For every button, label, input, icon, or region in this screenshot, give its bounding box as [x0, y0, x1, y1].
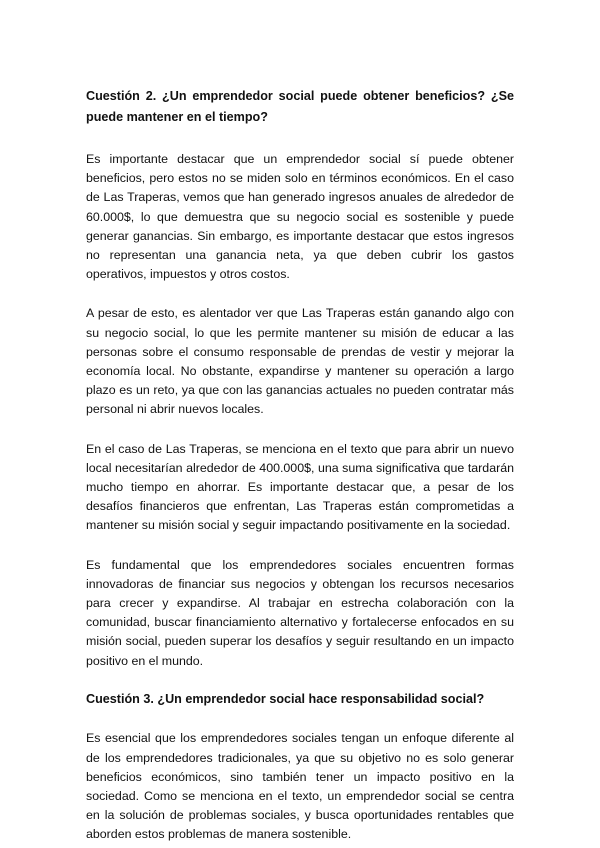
question-3-heading: Cuestión 3. ¿Un emprendedor social hace responsabilidad social?	[86, 691, 485, 706]
question-2-paragraph-1: Es importante destacar que un emprendedor social sí puede obtener beneficios, pero estos no se miden solo en términos económicos. En el caso de Las Traperas, vemos que han generado ingresos anuales de alrededor de 60.000$, lo que demuestra que su negocio social es sostenible y puede generar ganancias. Sin embargo, es importante destacar que estos ingresos no representan una ganancia neta, ya que deben cubrir los gastos operativos, impuestos y otros costos.	[86, 152, 514, 282]
question-2-paragraph-2: A pesar de esto, es alentador ver que Las Traperas están ganando algo con su negocio social, lo que les permite mantener su misión de educar a las personas sobre el consumo responsable de prendas de vestir y mejorar la economía local. No obstante, expandirse y mantener su operación a largo plazo es un reto, ya que con las ganancias actuales no pueden contratar más personal ni abrir nuevos locales.	[86, 306, 514, 417]
question-2-heading: Cuestión 2. ¿Un emprendedor social puede obtener beneficios? ¿Se puede mantener en el tiempo?	[86, 89, 514, 124]
question-2-paragraph-3: En el caso de Las Traperas, se menciona en el texto que para abrir un nuevo local necesitarían alrededor de 400.000$, una suma significativa que tardarán mucho tiempo en ahorrar. Es importante destacar que, a pesar de los desafíos financieros que enfrentan, Las Traperas están comprometidas a mantener su misión social y seguir impactando positivamente en la sociedad.	[86, 441, 514, 533]
question-2-paragraph-4: Es fundamental que los emprendedores sociales encuentren formas innovadoras de financiar sus negocios y obtengan los recursos necesarios para crecer y expandirse. Al trabajar en estrecha colaboración con la comunidad, buscar financiamiento alternativo y fortalecerse enfocados en su misión social, pueden superar los desafíos y seguir resultando en un impacto positivo en el mundo.	[86, 557, 514, 668]
question-3-paragraph-1: Es esencial que los emprendedores sociales tengan un enfoque diferente al de los emprendedores tradicionales, ya que su objetivo no es solo generar beneficios económicos, sino también tener un impacto positivo en la sociedad. Como se menciona en el texto, un emprendedor social se centra en la solución de problemas sociales, y busca oportunidades rentables que aborden estos problemas de manera sostenible.	[86, 731, 514, 842]
